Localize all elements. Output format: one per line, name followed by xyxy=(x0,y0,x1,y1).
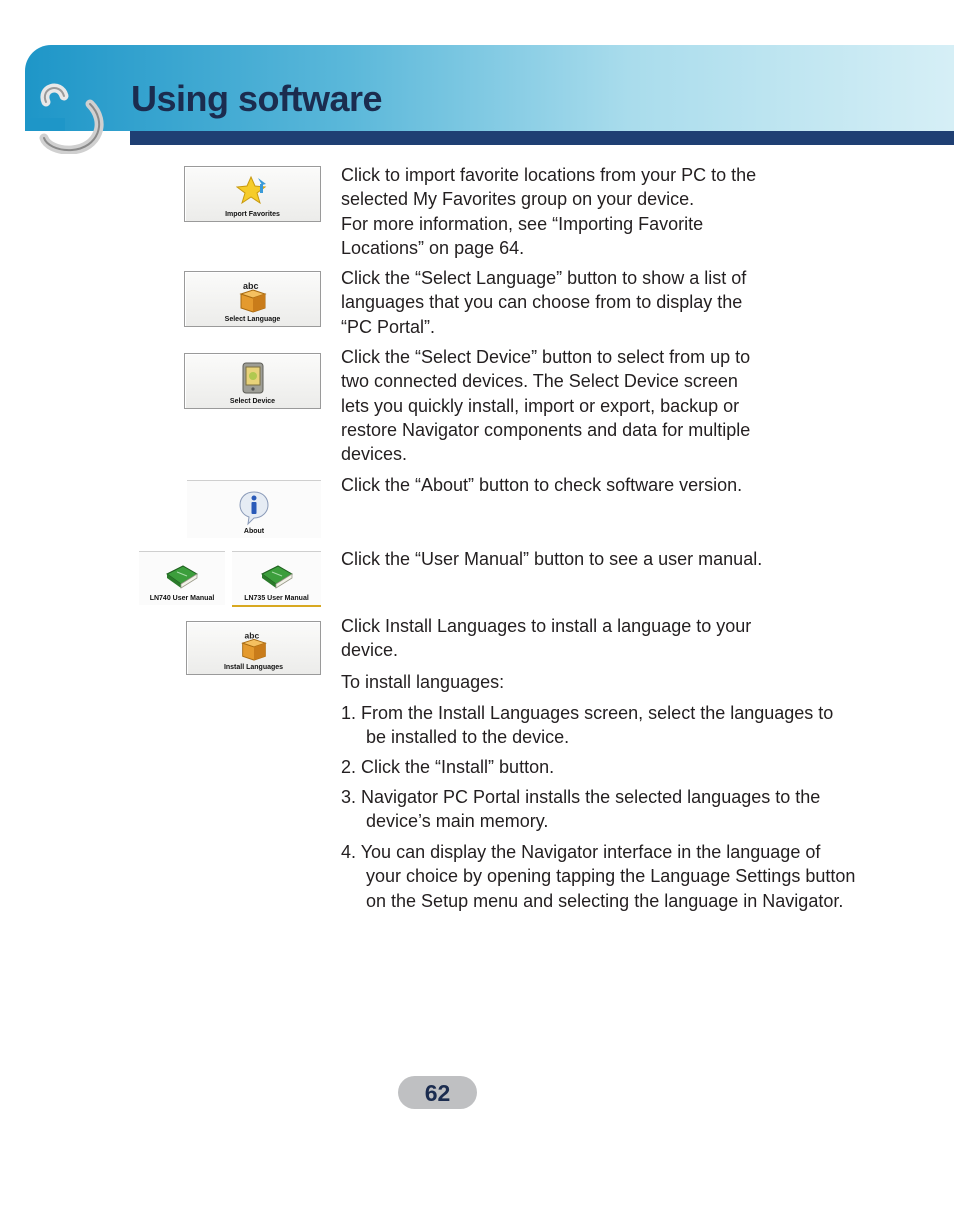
page-title: Using software xyxy=(131,78,383,119)
install-intro: To install languages: xyxy=(341,672,505,692)
button-caption: Import Favorites xyxy=(225,211,280,218)
device-icon xyxy=(238,360,268,396)
install-step: 3. Navigator PC Portal installs the selected languages to the device’s main memory. xyxy=(341,787,821,832)
install-languages-description: Click Install Languages to install a language to your device. xyxy=(341,616,752,661)
star-icon xyxy=(236,174,270,208)
header-bar xyxy=(130,131,954,145)
about-button[interactable] xyxy=(187,480,321,538)
button-caption: LN740 User Manual xyxy=(149,595,215,602)
package-icon xyxy=(237,628,271,662)
svg-text:abc: abc xyxy=(244,630,259,641)
select-language-button[interactable] xyxy=(184,271,321,327)
info-icon xyxy=(238,490,270,526)
select-device-button[interactable] xyxy=(184,353,321,409)
button-caption: Install Languages xyxy=(223,664,284,671)
page-number: 62 xyxy=(398,1076,477,1109)
ln740-user-manual-button[interactable] xyxy=(139,551,225,605)
ln735-user-manual-button[interactable] xyxy=(232,551,321,607)
ring-binder-icon xyxy=(38,82,104,154)
import-favorites-description: Click to import favorite locations from your PC to the selected My Favorites group on your device. For more information, see “Importing Favorite Locations” on page 64. xyxy=(341,165,757,258)
install-step: 2. Click the “Install” button. xyxy=(341,757,555,777)
about-description: Click the “About” button to check software version. xyxy=(341,475,743,495)
button-caption: LN735 User Manual xyxy=(244,595,309,602)
button-caption: About xyxy=(243,528,265,535)
select-language-description: Click the “Select Language” button to show a list of languages that you can choose from to display the “PC Portal”. xyxy=(341,268,747,337)
install-languages-button[interactable] xyxy=(186,621,321,675)
select-device-description: Click the “Select Device” button to select from up to two connected devices. The Select Device screen lets you quickly install, import or export, backup or restore Navigator components and data for multiple devices. xyxy=(341,347,751,465)
svg-text:abc: abc xyxy=(242,281,259,291)
book-icon xyxy=(163,560,201,592)
package-icon xyxy=(235,278,271,314)
button-caption: Select Device xyxy=(229,398,276,405)
user-manual-description: Click the “User Manual” button to see a user manual. xyxy=(341,549,763,569)
install-step: 4. You can display the Navigator interface in the language of your choice by opening tapping the Language Settings button on the Setup menu and selecting the language in Navigator. xyxy=(341,842,856,911)
button-caption: Select Language xyxy=(224,316,281,323)
import-favorites-button[interactable] xyxy=(184,166,321,222)
book-icon xyxy=(258,560,296,592)
install-step: 1. From the Install Languages screen, select the languages to be installed to the device. xyxy=(341,703,834,748)
